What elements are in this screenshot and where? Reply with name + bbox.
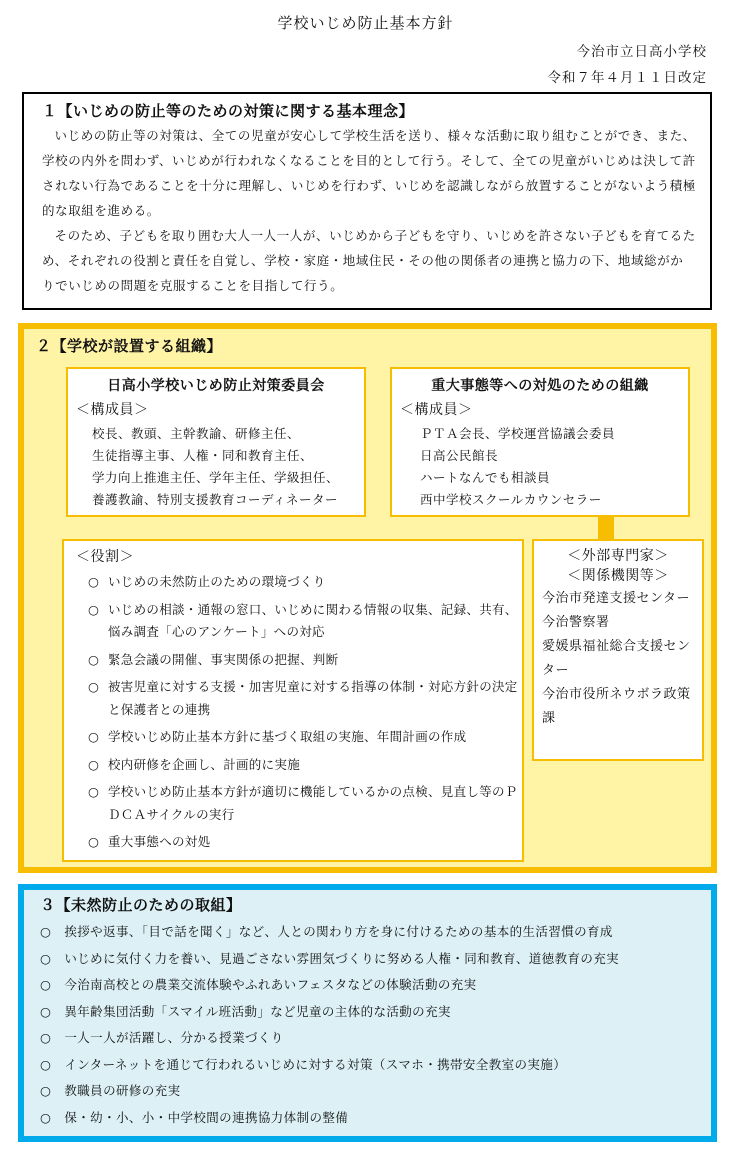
roles-label: ＜役割＞: [76, 549, 134, 565]
role-item: ○ いじめの相談・通報の窓口、いじめに関わる情報の収集、記録、共有、悩み調査「心のアンケート」への対応: [68, 599, 520, 644]
committee-title: 日高小学校いじめ防止対策委員会: [107, 378, 325, 394]
prevention-item: ○ 挨拶や返事、「目で話を聞く」など、人との関わり方を身に付けるための基本的生活習慣の育成: [40, 919, 695, 946]
roles-box: [62, 539, 524, 862]
circle-bullet-icon: ○: [40, 950, 52, 966]
connector-line: [598, 517, 614, 541]
role-item: ○ 重大事態への対処: [68, 831, 520, 854]
prevention-item: ○ いじめに気付く力を養い、見過ごさない雰囲気づくりに努める人権・同和教育、道徳教育の充実: [40, 946, 695, 973]
circle-bullet-icon: ○: [88, 756, 100, 772]
role-item: ○ 学校いじめ防止基本方針に基づく取組の実施、年間計画の作成: [68, 726, 520, 749]
emergency-members: [420, 423, 690, 511]
section-basic-principle: [22, 92, 712, 310]
prevention-item: ○ 異年齢集団活動「スマイル班活動」など児童の主体的な活動の充実: [40, 999, 695, 1026]
committee-member-line: 校長、教頭、主幹教諭、研修主任、: [92, 426, 301, 441]
roles-list: [68, 571, 520, 859]
external-item: 今治市役所ネウボラ政策課: [542, 687, 691, 726]
committee-members-label: ＜構成員＞: [76, 402, 149, 418]
circle-bullet-icon: ○: [88, 729, 100, 744]
role-item: ○ 校内研修を企画し、計画的に実施: [68, 754, 520, 777]
prevention-item: ○ インターネットを通じて行われるいじめに対する対策（スマホ・携帯安全教室の実施）: [40, 1052, 695, 1079]
school-name: 今治市立日高小学校: [576, 44, 707, 60]
section1-paragraph-2: そのため、子どもを取り囲む大人一人一人が、いじめから子どもを守り、いじめを許さない子どもを育てるため、それぞれの役割と責任を自覚し、学校・家庭・地域住民・その他の関係者の連携と協力の下、地域総がかりでいじめの問題を克服することを目指して行う。: [42, 228, 696, 293]
prevention-list: [40, 919, 695, 1131]
external-label: ＜外部専門家＞: [567, 548, 669, 564]
emergency-member-line: 日高公民館長: [420, 448, 499, 463]
role-item: ○ 被害児童に対する支援・加害児童に対する指導の体制・対応方針の決定と保護者との連携: [68, 676, 520, 721]
section1-heading: １【いじめの防止等のための対策に関する基本理念】: [42, 102, 415, 120]
role-item: ○ 学校いじめ防止基本方針が適切に機能しているかの点検、見直し等のＰＤＣＡサイクルの実行: [68, 781, 520, 826]
external-item: 今治警察署: [542, 615, 610, 630]
emergency-member-line: 西中学校スクールカウンセラー: [420, 492, 602, 507]
section2-heading: ２【学校が設置する組織】: [36, 337, 223, 355]
emergency-member-line: ハートなんでも相談員: [420, 470, 551, 485]
circle-bullet-icon: ○: [88, 574, 100, 589]
committee-member-line: 生徒指導主事、人権・同和教育主任、: [92, 448, 314, 463]
circle-bullet-icon: ○: [88, 679, 100, 694]
circle-bullet-icon: ○: [88, 651, 100, 667]
circle-bullet-icon: ○: [40, 977, 52, 992]
revision-date: 令和７年４月１１日改定: [547, 70, 707, 86]
emergency-member-line: ＰＴＡ会長、学校運営協議会委員: [420, 426, 616, 441]
prevention-item: ○ 一人一人が活躍し、分かる授業づくり: [40, 1025, 695, 1052]
committee-member-line: 学力向上推進主任、学年主任、学級担任、: [92, 470, 340, 485]
role-item: ○ 緊急会議の開催、事実関係の把握、判断: [68, 649, 520, 672]
section-organization: [18, 323, 717, 873]
circle-bullet-icon: ○: [88, 784, 100, 799]
external-item: 愛媛県福祉総合支援センター: [542, 639, 691, 678]
circle-bullet-icon: ○: [40, 1003, 52, 1019]
emergency-members-label: ＜構成員＞: [400, 402, 473, 418]
external-item: 今治市発達支援センター: [542, 591, 690, 606]
circle-bullet-icon: ○: [40, 1056, 52, 1072]
prevention-item: ○ 今治南高校との農業交流体験やふれあいフェスタなどの体験活動の充実: [40, 972, 695, 999]
circle-bullet-icon: ○: [88, 834, 100, 849]
committee-members: [92, 423, 368, 511]
document-title: 学校いじめ防止基本方針: [277, 14, 454, 32]
emergency-organization-box: [390, 367, 690, 517]
circle-bullet-icon: ○: [88, 601, 100, 617]
circle-bullet-icon: ○: [40, 1083, 52, 1098]
circle-bullet-icon: ○: [40, 1030, 52, 1045]
prevention-item: ○ 教職員の研修の充実: [40, 1078, 695, 1105]
section3-heading: ３【未然防止のための取組】: [40, 896, 242, 914]
circle-bullet-icon: ○: [40, 1109, 52, 1125]
related-agencies-label: ＜関係機関等＞: [567, 568, 669, 584]
emergency-title: 重大事態等への対処のための組織: [431, 378, 649, 394]
committee-member-line: 養護教諭、特別支援教育コーディネーター: [92, 492, 339, 507]
section-prevention: [18, 884, 717, 1142]
prevention-item: ○ 保・幼・小、小・中学校間の連携協力体制の整備: [40, 1105, 695, 1132]
external-list: [534, 587, 702, 731]
role-item: ○ いじめの未然防止のための環境づくり: [68, 571, 520, 594]
circle-bullet-icon: ○: [40, 924, 52, 939]
committee-box: [66, 367, 366, 517]
external-experts-box: [532, 539, 704, 761]
section1-paragraph-1: いじめの防止等の対策は、全ての児童が安心して学校生活を送り、様々な活動に取り組むことができ、また、学校の内外を問わず、いじめが行われなくなることを目的として行う。そして、全ての児童がいじめは決して許されない行為であることを十分に理解し、いじめを行わず、いじめを認識しながら放置することがないよう積極的な取組を進める。: [42, 128, 697, 218]
